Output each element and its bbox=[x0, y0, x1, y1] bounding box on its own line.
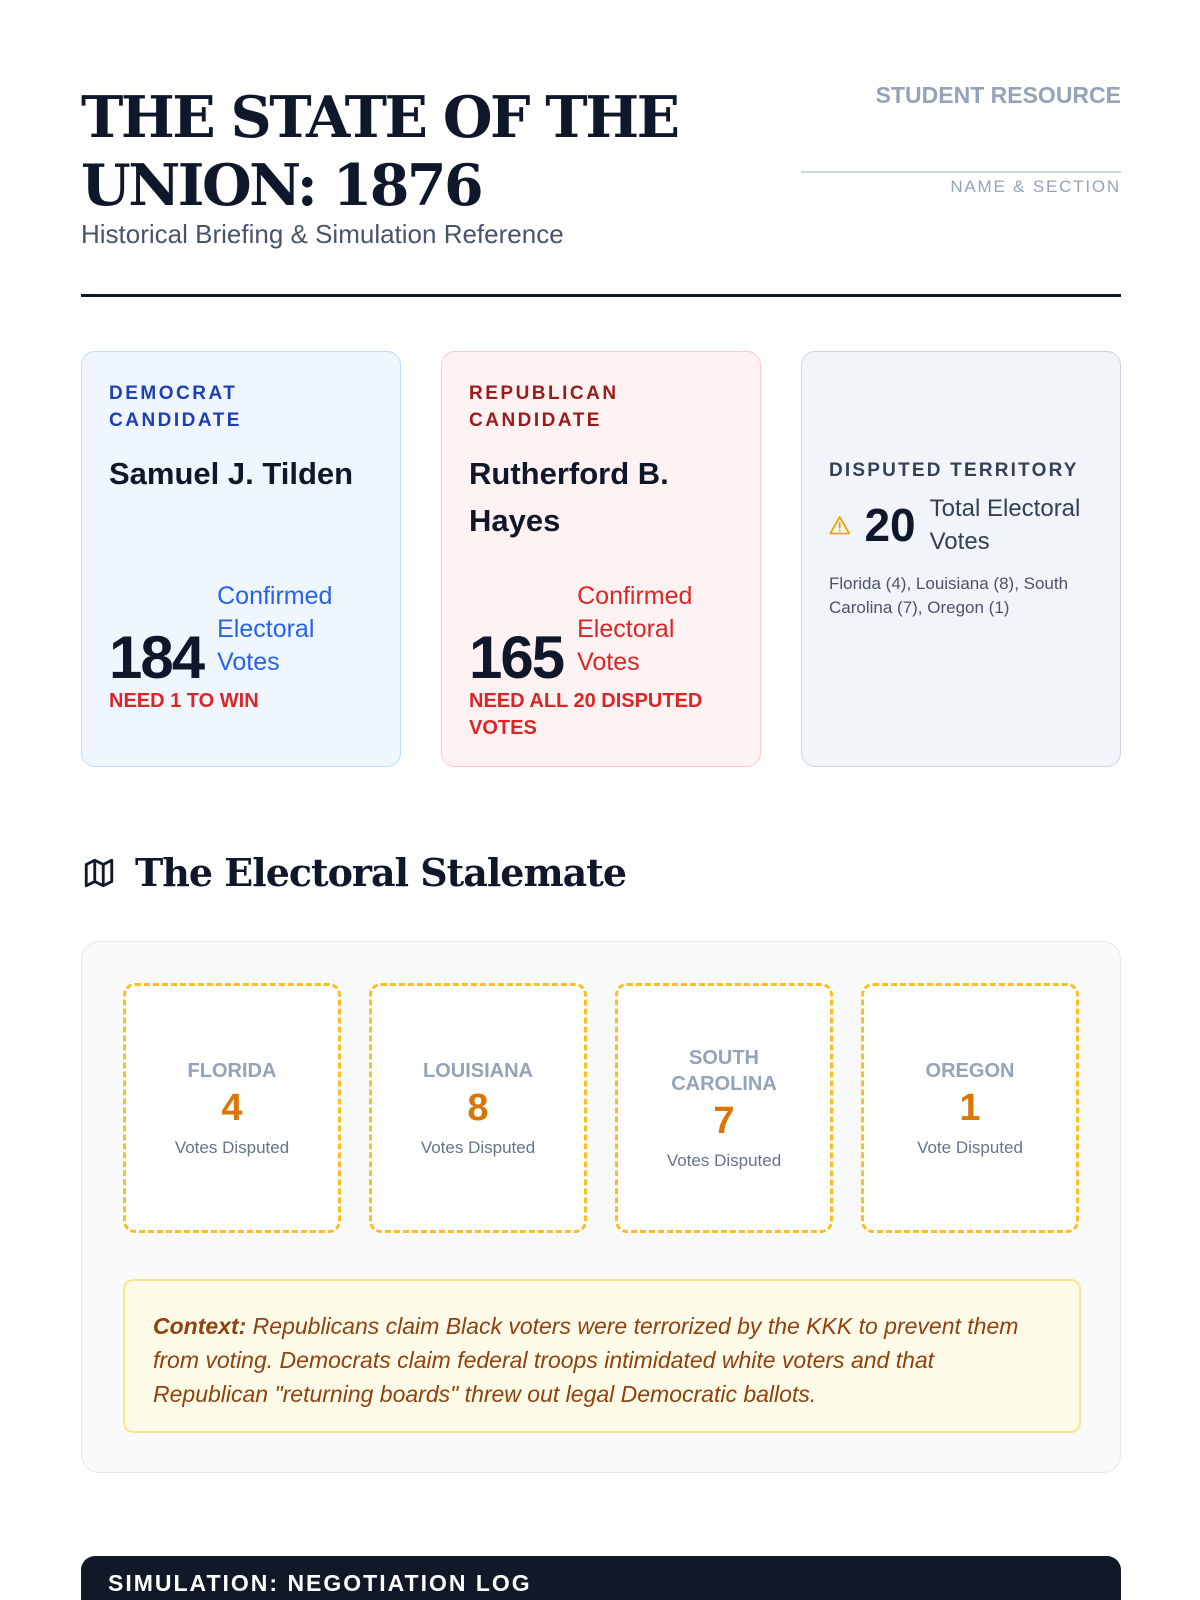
context-text: Republicans claim Black voters were terrorized by the KKK to prevent them from voting. Democrats claim federal troops intimidated white voters and that Republican "returning boards" threw out legal Democratic ballots. bbox=[153, 1313, 1019, 1407]
state-votes: 8 bbox=[467, 1087, 489, 1129]
state-card-oregon bbox=[861, 983, 1079, 1233]
student-info bbox=[791, 82, 1121, 197]
page-subtitle: Historical Briefing & Simulation Reference bbox=[81, 219, 564, 249]
vote-caption: Confirmed Electoral Votes bbox=[577, 582, 693, 676]
vote-count bbox=[109, 567, 357, 692]
state-card-louisiana bbox=[369, 983, 587, 1233]
vote-caption: Confirmed Electoral Votes bbox=[217, 582, 333, 676]
disputed-number: 20 bbox=[864, 499, 916, 551]
state-votes: 7 bbox=[713, 1100, 735, 1142]
student-resource-badge: STUDENT RESOURCE bbox=[875, 82, 1121, 108]
state-name: SOUTH CAROLINA bbox=[671, 1047, 777, 1095]
disputed-territory-card bbox=[801, 351, 1121, 767]
republican-card bbox=[441, 351, 761, 767]
state-name: FLORIDA bbox=[187, 1060, 277, 1082]
disputed-states-list: Florida (4), Louisiana (8), South Carolina (7), Oregon (1) bbox=[829, 574, 1069, 617]
vote-number: 184 bbox=[109, 624, 204, 691]
disputed-states bbox=[123, 983, 1079, 1233]
name-section-field[interactable] bbox=[801, 171, 1121, 173]
state-caption: Votes Disputed bbox=[174, 1138, 290, 1157]
name-section-label: NAME & SECTION bbox=[950, 177, 1121, 196]
vote-number: 165 bbox=[469, 624, 564, 691]
page-title: THE STATE OF THE UNION: 1876 bbox=[81, 84, 678, 219]
state-card-florida bbox=[123, 983, 341, 1233]
party-label: DEMOCRAT CANDIDATE bbox=[109, 383, 242, 431]
disputed-label: DISPUTED TERRITORY bbox=[829, 460, 1079, 481]
page-header bbox=[81, 0, 1121, 297]
page bbox=[81, 0, 1121, 1596]
state-votes: 4 bbox=[221, 1087, 243, 1129]
disputed-caption: Total Electoral Votes bbox=[929, 495, 1081, 555]
state-caption: Votes Disputed bbox=[420, 1138, 536, 1157]
win-requirement: NEED 1 TO WIN bbox=[109, 690, 259, 712]
state-name: OREGON bbox=[925, 1060, 1015, 1082]
electoral-stalemate-panel bbox=[81, 941, 1121, 1473]
democrat-card bbox=[81, 351, 401, 767]
party-label: REPUBLICAN CANDIDATE bbox=[469, 383, 619, 431]
candidate-name: Rutherford B. Hayes bbox=[469, 456, 669, 538]
state-card-south-carolina bbox=[615, 983, 833, 1233]
map-icon bbox=[81, 856, 117, 890]
simulation-title: SIMULATION: NEGOTIATION LOG bbox=[108, 1570, 532, 1596]
state-votes: 1 bbox=[959, 1087, 981, 1129]
header-divider bbox=[81, 294, 1121, 297]
candidate-name: Samuel J. Tilden bbox=[109, 456, 354, 491]
context-note bbox=[123, 1279, 1081, 1433]
state-caption: Vote Disputed bbox=[917, 1138, 1023, 1157]
win-requirement: NEED ALL 20 DISPUTED VOTES bbox=[469, 690, 703, 739]
disputed-total bbox=[829, 492, 1109, 558]
state-name: LOUISIANA bbox=[423, 1060, 533, 1082]
warning-icon bbox=[829, 513, 850, 537]
simulation-panel-header bbox=[81, 1556, 1121, 1600]
section-header bbox=[81, 850, 626, 895]
candidate-cards bbox=[81, 351, 1121, 767]
context-label: Context: bbox=[153, 1313, 247, 1339]
section-title: The Electoral Stalemate bbox=[135, 850, 627, 895]
vote-count bbox=[469, 567, 717, 692]
state-caption: Votes Disputed bbox=[666, 1151, 782, 1170]
